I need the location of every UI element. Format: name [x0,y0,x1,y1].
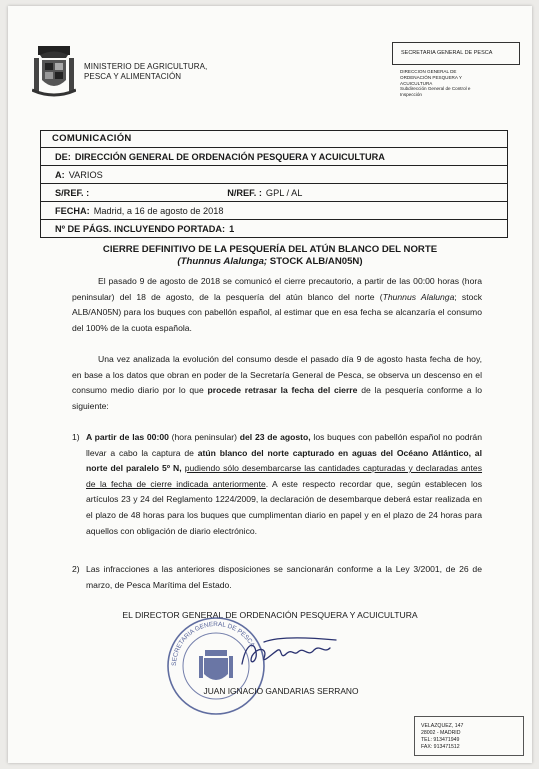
de-label: DE: [55,151,71,162]
pags-value: 1 [229,223,235,234]
item-1-number: 1) [72,432,80,442]
title-species: (Thunnus Alalunga; [177,256,268,267]
comm-row-ref [41,183,507,201]
p1-italic: Thunnus Alalunga [382,291,455,302]
p1-text-a: El pasado 9 de agosto de 2018 se comunicó el cierre precautorio, a partir de las 00:00 horas (hora peninsular) del 18 de agosto, de la pesquería del atún blanco del norte ( [72,276,482,302]
communication-title: COMUNICACIÓN [52,133,132,144]
list-item-2 [72,562,482,593]
address-line: 28002 - MADRID [421,730,461,736]
coat-of-arms-icon [32,44,76,100]
list-item-1 [72,430,482,539]
address-line: TEL: 913471949 [421,737,460,743]
department-subtitle [400,69,524,98]
sref-label: S/REF. : [55,187,90,198]
pags-label: Nº DE PÁGS. INCLUYENDO PORTADA: [55,223,226,234]
paragraph-2 [72,352,482,414]
paragraph-1 [72,274,482,336]
p1-text-b: ; stock ALB/AN05N) para los buques con pabellón español, al estimar que en esa fecha se alcanzaría el consumo del 100% de la cuota española. [72,291,482,333]
dept-sub-line: Subdirección General de Control e [400,86,471,92]
signatory-title: EL DIRECTOR GENERAL DE ORDENACIÓN PESQUERA Y ACUICULTURA [122,610,418,620]
signatory-name: JUAN IGNACIO GANDARIAS SERRANO [203,686,359,696]
ministry-name [84,62,207,82]
nref-label: N/REF. : [227,187,262,198]
dept-sub-line: DIRECCION GENERAL DE [400,69,457,74]
dept-sub-line: ACUICULTURA [400,80,433,86]
dept-sub-line: ORDENACIÓN PESQUERA Y [400,74,462,80]
item-1-bold-2: del 23 de agosto, [239,432,311,442]
document-page [8,6,532,763]
dept-sub-line: Inspección [400,92,422,98]
address-box [414,716,524,756]
de-value: DIRECCIÓN GENERAL DE ORDENACIÓN PESQUERA Y ACUICULTURA [74,151,385,162]
a-value: VARIOS [68,169,103,180]
comm-row-fecha [41,201,507,219]
fecha-value: Madrid, a 16 de agosto de 2018 [93,205,224,216]
comm-row-a [41,165,507,183]
item-1-underline: pudiendo sólo desembarcarse las cantidades capturadas y declaradas antes de la fecha de cierre indicada anteriormente [86,463,483,489]
title-stock: STOCK ALB/AN05N) [267,256,363,267]
nref-value: GPL / AL [265,187,303,198]
a-label: A: [55,169,65,180]
address-line: VELAZQUEZ, 147 [421,723,464,729]
handwritten-signature [234,634,344,672]
item-1-text-4: . A este respecto recordar que, según establecen los artículos 23 y 24 del Reglamento 1224/2009, la declaración de desembarque deberá estar realizada en el plazo de 48 horas para los buques que cumplimentan diario en papel y en el plazo de 24 horas para aquellos con obligación de diario electrónico. [86,478,482,536]
stamp-text: SECRETARIA GENERAL DE PESCA [170,620,256,667]
p2-text-b: de la pesquería conforme a lo siguiente: [72,385,482,411]
p2-text-a: Una vez analizada la evolución del consumo desde el pasado día 9 de agosto hasta fecha de hoy, en base a los datos que obran en poder de la Secretaría General de Pesca, se observa un descenso en el consumo medio diario por lo que [72,354,482,396]
item-1-bold-3: atún blanco del norte capturado en aguas del Océano Atlántico, al norte del paralelo 5º N, [86,447,482,474]
comm-row-de [41,147,507,165]
title-line-2 [8,256,532,268]
address-line: FAX: 913471512 [421,744,460,750]
department-box: SECRETARIA GENERAL DE PESCA [392,42,520,65]
item-1-bold-1: A partir de las 00:00 [86,432,169,442]
document-title [8,244,532,268]
ministry-line-2: PESCA Y ALIMENTACIÓN [84,72,182,81]
item-1-text-2: los buques con pabellón español no podrán llevar a cabo la captura de [86,432,482,458]
p2-bold: procede retrasar la fecha del cierre [207,385,358,396]
title-line-1: CIERRE DEFINITIVO DE LA PESQUERÍA DEL ATÚN BLANCO DEL NORTE [102,244,438,255]
communication-box [40,130,508,238]
item-1-text-1: (hora peninsular) [168,432,240,442]
fecha-label: FECHA: [55,205,90,216]
comm-row-pags [41,219,507,237]
ministry-line-1: MINISTERIO DE AGRICULTURA, [84,62,208,71]
item-2-text: Las infracciones a las anteriores disposiciones se sancionarán conforme a la Ley 3/2001, de 26 de marzo, de Pesca Marítima del Estado. [86,564,482,590]
item-2-number: 2) [72,564,80,574]
